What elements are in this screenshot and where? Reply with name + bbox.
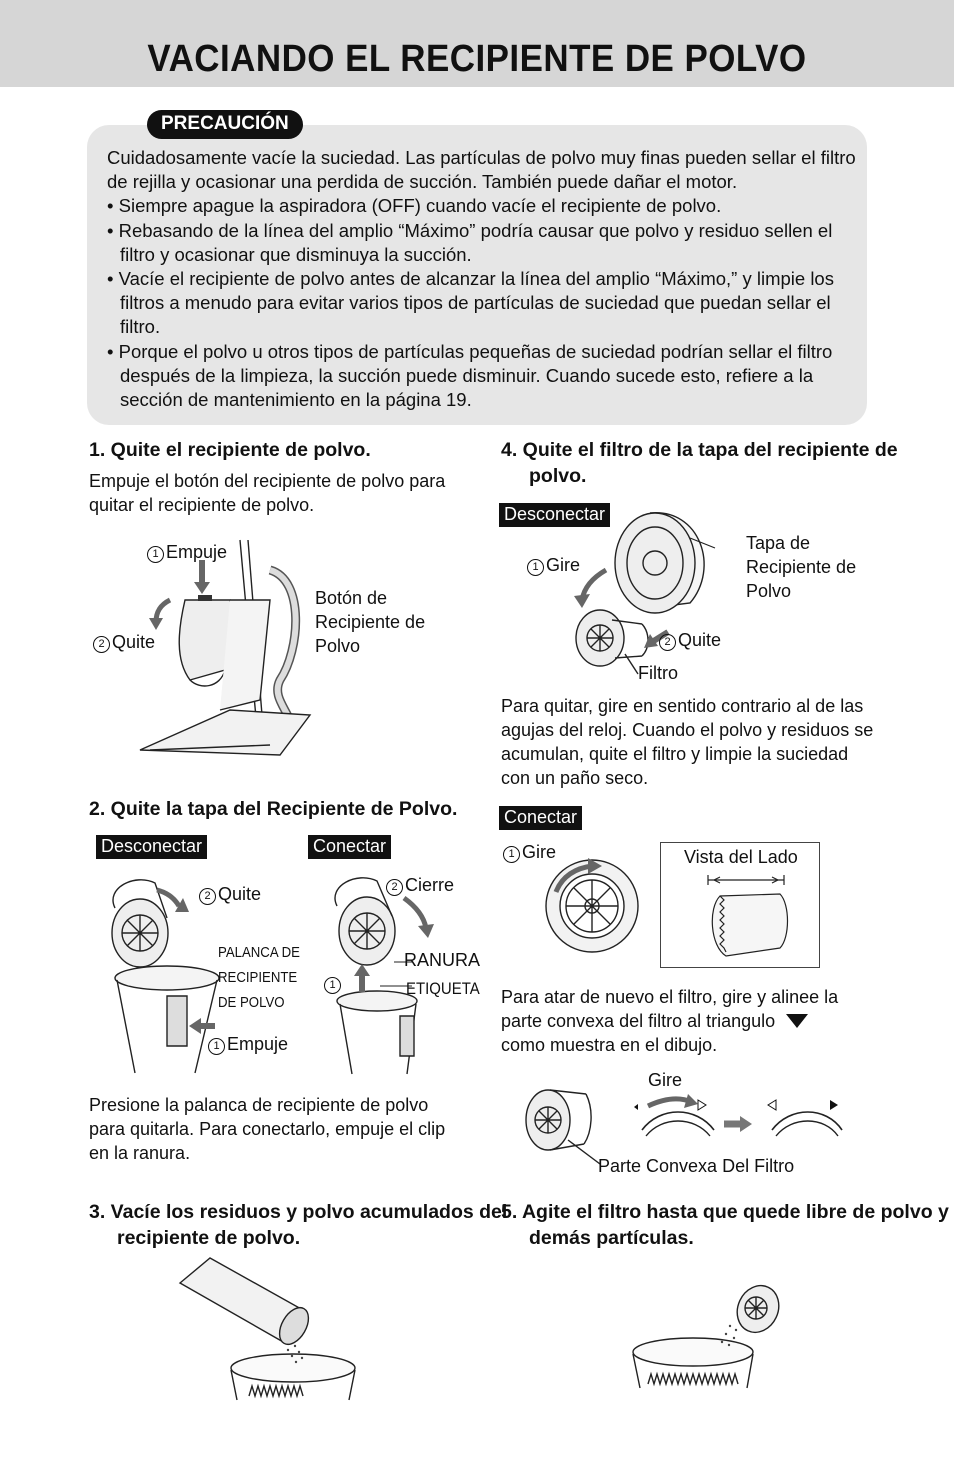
step2-etiqueta-label: ETIQUETA [406, 979, 480, 998]
side-view-illustration [700, 868, 800, 964]
caution-label: PRECAUCIÓN [147, 110, 303, 139]
step4-remove-label: 2 Quite [659, 628, 721, 652]
step2-lever-label: PALANCA DE RECIPIENTE DE POLVO [218, 944, 300, 1011]
step4-side-view-label: Vista del Lado [684, 847, 798, 867]
step2-title: 2. Quite la tapa del Recipiente de Polvo. [89, 798, 458, 820]
dust-cup-button [198, 595, 212, 601]
step1-button-label: Botón de Recipiente de Polvo [315, 588, 426, 656]
step5-title: 5. Agite el filtro hasta que quede libre de polvo y demás partículas. [501, 1201, 949, 1249]
marker-1: 1 [503, 846, 520, 863]
step2-push-label: 1 Empuje [208, 1032, 288, 1056]
step2-slot-label: RANURA [404, 950, 481, 970]
step4-title: 4. Quite el filtro de la tapa del recipiente de polvo. [501, 439, 898, 487]
step4-lid-label: Tapa de Recipiente de Polvo [746, 533, 857, 601]
marker-2: 2 [386, 879, 403, 896]
step4-turn-label: 1 Gire [527, 553, 580, 577]
marker-2: 2 [93, 636, 110, 653]
caution-bullet: • Vacíe el recipiente de polvo antes de alcanzar la línea del amplio “Máximo,” y limpie los filtros a menudo para evitar varios tipos de partículas de suciedad que puedan sellar el filtro. [107, 268, 834, 338]
marker-1: 1 [324, 977, 341, 994]
empty-dustcup-illustration [175, 1258, 355, 1403]
step4-disconnect-tag: Desconectar [499, 503, 610, 527]
step2-connect-tag: Conectar [308, 835, 391, 859]
caution-bullet: • Siempre apague la aspiradora (OFF) cuando vacíe el recipiente de polvo. [107, 195, 722, 217]
vacuum-illustration [130, 540, 320, 760]
marker-2: 2 [659, 634, 676, 651]
step1-remove-label: 2 Quite [93, 630, 155, 654]
step1-text: Empuje el botón del recipiente de polvo para quitar el recipiente de polvo. [89, 471, 446, 515]
step3-title: 3. Vacíe los residuos y polvo acumulados del recipiente de polvo. [89, 1201, 508, 1249]
caution-bullet: • Rebasando de la línea del amplio “Máximo” podría causar que polvo y residuo sellen el filtro y ocasionar que disminuya la succión. [107, 219, 833, 265]
step4-convex-label: Parte Convexa Del Filtro [598, 1156, 795, 1176]
step4-filter-label: Filtro [638, 663, 678, 683]
step2-text: Presione la palanca de recipiente de polvo para quitarla. Para conectarlo, empuje el clip en la ranura. [89, 1095, 446, 1163]
step2-marker-one [324, 971, 343, 995]
marker-1: 1 [208, 1038, 225, 1055]
caution-text [107, 146, 857, 412]
step4-reattach-text: Para atar de nuevo el filtro, gire y alinee la parte convexa del filtro al triangulo como muestra en el dibujo. [501, 987, 839, 1055]
triangle-down-icon [786, 1014, 808, 1028]
filter-connect-illustration [540, 850, 645, 960]
caution-intro: Cuidadosamente vacíe la suciedad. Las partículas de polvo muy finas pueden sellar el filtro de rejilla y ocasionar una perdida de succión. También puede dañar el motor. [107, 147, 856, 193]
filter-removal-illustration [570, 508, 740, 678]
step1-title: 1. Quite el recipiente de polvo. [89, 439, 371, 461]
page-title: VACIANDO EL RECIPIENTE DE POLVO [147, 38, 807, 80]
shake-filter-illustration [630, 1284, 785, 1404]
step4-connect-tag: Conectar [499, 806, 582, 830]
step2-remove-label: 2 Quite [199, 882, 261, 906]
step2-disconnect-tag: Desconectar [96, 835, 207, 859]
step2-close-label: 2 Cierre [386, 873, 454, 897]
step4-align-turn-label: Gire [648, 1070, 683, 1090]
step4-connect-turn-label: 1 Gire [503, 840, 556, 864]
caution-bullet: • Porque el polvo u otros tipos de partículas pequeñas de suciedad podrían sellar el filtro después de la limpieza, la succión puede disminuir. Cuando sucede esto, refiere a la sección de mantenimiento en la página 19. [107, 340, 833, 411]
step1-push-label: 1 Empuje [147, 540, 227, 564]
marker-2: 2 [199, 888, 216, 905]
step4-text: Para quitar, gire en sentido contrario al de las agujas del reloj. Cuando el polvo y residuos se acumulan, quite el filtro y limpie la suciedad con un paño seco. [501, 696, 874, 788]
marker-1: 1 [527, 559, 544, 576]
marker-1: 1 [147, 546, 164, 563]
filter-align-illustration [520, 1082, 850, 1162]
